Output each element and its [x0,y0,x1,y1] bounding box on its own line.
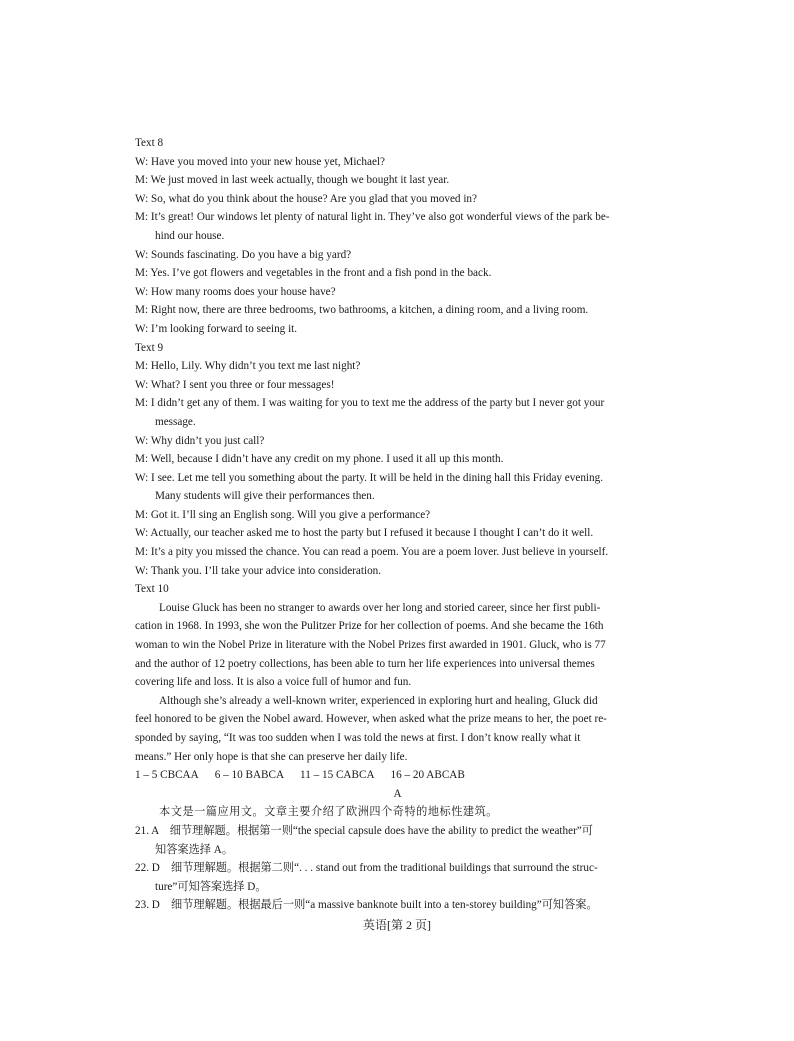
answer-group: 6 – 10 BABCA [214,769,285,782]
dialogue-line-continued: hind our house. [155,229,225,242]
answer-group: 1 – 5 CBCAA [135,769,199,782]
dialogue-line: W: I see. Let me tell you something about the party. It will be held in the dining hall this Friday evening. [135,471,604,484]
text10-passage [135,599,660,766]
passage-line: means.” Her only hope is that she can preserve her daily life. [135,750,408,763]
section-a-title: A [393,787,402,800]
text9-heading: Text 9 [135,341,164,354]
passage-line: feel honored to be given the Nobel award. However, when asked what the prize means to her, the poet re- [135,713,607,726]
explanation-item: 23. D 细节理解题。根据最后一则“a massive banknote built into a ten-storey building”可知答案。 [135,899,598,912]
answer-page [135,134,660,915]
dialogue-line-continued: message. [155,415,196,428]
page-footer: 英语[第 2 页] [363,918,431,932]
dialogue-line: M: Got it. I’ll sing an English song. Will you give a performance? [135,508,431,521]
passage-line: cation in 1968. In 1993, she won the Pulitzer Prize for her collection of poems. And she became the 16th [135,620,604,633]
explanation-item: 21. A 细节理解题。根据第一则“the special capsule does have the ability to predict the weather”可 [135,824,593,837]
dialogue-line: M: I didn’t get any of them. I was waiting for you to text me the address of the party but I never got your [135,397,605,410]
dialogue-line: W: How many rooms does your house have? [135,285,336,298]
text8-dialogue [135,153,660,339]
answer-group: 11 – 15 CABCA [300,769,375,782]
explanation-list [135,822,660,915]
dialogue-line: W: I’m looking forward to seeing it. [135,322,298,335]
passage-line: and the author of 12 poetry collections, has been able to turn her life experiences into universal themes [135,657,595,670]
passage-line: Louise Gluck has been no stranger to awards over her long and storied career, since her first publi- [159,601,601,614]
dialogue-line: W: So, what do you think about the house? Are you glad that you moved in? [135,192,477,205]
dialogue-line: M: Well, because I didn’t have any credit on my phone. I used it all up this month. [135,453,504,466]
answer-key-row [135,766,660,785]
section-a-intro: 本文是一篇应用文。文章主要介绍了欧洲四个奇特的地标性建筑。 [159,806,498,819]
dialogue-line: W: Have you moved into your new house yet, Michael? [135,155,385,168]
dialogue-line: M: It’s a pity you missed the chance. You can read a poem. You are a poem lover. Just believe in yourself. [135,546,609,559]
answer-group: 16 – 20 ABCAB [390,769,465,782]
explanation-item: 22. D 细节理解题。根据第二则“. . . stand out from the traditional buildings that surround the struc- [135,862,598,875]
passage-line: sponded by saying, “It was too sudden when I was told the news at first. I don’t know really what it [135,732,581,744]
dialogue-line: W: Actually, our teacher asked me to host the party but I refused it because I thought I can’t do it well. [135,527,594,540]
dialogue-line: W: Why didn’t you just call? [135,434,265,447]
dialogue-line: M: We just moved in last week actually, though we bought it last year. [135,174,450,187]
explanation-item-continued: 知答案选择 A。 [155,843,234,856]
text9-dialogue [135,357,660,580]
passage-line: covering life and loss. It is also a voice full of humor and fun. [135,676,412,689]
dialogue-line: M: Yes. I’ve got flowers and vegetables in the front and a fish pond in the back. [135,267,492,280]
explanation-item-continued: ture”可知答案选择 D。 [155,880,267,893]
dialogue-line: M: Right now, there are three bedrooms, two bathrooms, a kitchen, a dining room, and a living room. [135,304,589,317]
text8-heading: Text 8 [135,137,164,149]
passage-line: Although she’s already a well-known writer, experienced in exploring hurt and healing, Gluck did [159,694,598,707]
dialogue-line: M: Hello, Lily. Why didn’t you text me last night? [135,360,361,373]
dialogue-line-continued: Many students will give their performances then. [155,490,375,503]
dialogue-line: M: It’s great! Our windows let plenty of natural light in. They’ve also got wonderful views of the park be- [135,211,610,224]
passage-line: woman to win the Nobel Prize in literature with the Nobel Prizes first awarded in 1901. Gluck, who is 77 [135,639,606,652]
text10-heading: Text 10 [135,583,169,596]
dialogue-line: W: What? I sent you three or four messages! [135,378,335,391]
dialogue-line: W: Sounds fascinating. Do you have a big yard? [135,248,352,261]
dialogue-line: W: Thank you. I’ll take your advice into consideration. [135,564,382,577]
